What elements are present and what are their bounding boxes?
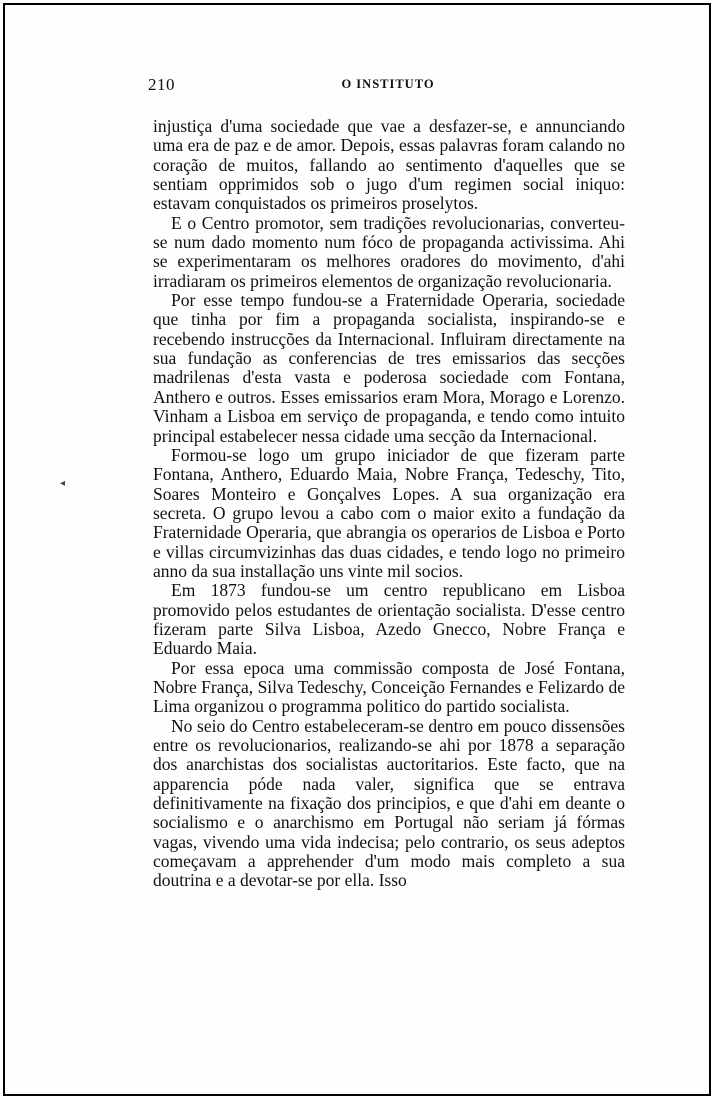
- margin-mark: ◂: [60, 478, 66, 489]
- paragraph: Por essa epoca uma commissão composta de José Fontana, Nobre França, Silva Tedeschy, Conceição Fernandes e Felizardo de Lima organizou o programma politico do partido socialista.: [153, 657, 625, 717]
- paragraph: No seio do Centro estabeleceram-se dentro em pouco dissensões entre os revolucionarios, realizando-se ahi por 1878 a separação dos anarchistas dos socialistas auctoritarios. Este facto, que na apparencia póde nada valer, significa que se entrava definitivamente na fixação dos principios, e que d'ahi em deante o socialismo e o anarchismo em Portugal não seriam já fórmas vagas, vivendo uma vida indecisa; pelo contrario, os seus adeptos começavam a apprehender d'um modo mais completo a sua doutrina e a devotar-se por ella. Isso: [153, 715, 625, 891]
- paragraph: injustiça d'uma sociedade que vae a desfazer-se, e annunciando uma era de paz e de amor. Depois, essas palavras foram calando no coração de muitos, fallando ao sentimento d'aquelles que se sentiam opprimidos sob o jugo d'um regimen social iniquo: estavam conquistados os primeiros proselytos.: [153, 116, 625, 214]
- paragraph: Formou-se logo um grupo iniciador de que fizeram parte Fontana, Anthero, Eduardo Maia, Nobre França, Tedeschy, Tito, Soares Monteiro e Gonçalves Lopes. A sua organização era secreta. O grupo levou a cabo com o maior exito a fundação da Fraternidade Operaria, que abrangia os operarios de Lisboa e Porto e villas circumvizinhas das duas cidades, e tendo logo no primeiro anno da sua installação uns vinte mil socios.: [153, 444, 625, 581]
- running-title: O INSTITUTO: [341, 77, 435, 91]
- paragraph: Em 1873 fundou-se um centro republicano em Lisboa promovido pelos estudantes de orientação socialista. D'esse centro fizeram parte Silva Lisboa, Azedo Gnecco, Nobre França e Eduardo Maia.: [153, 580, 625, 659]
- paragraph: E o Centro promotor, sem tradições revolucionarias, converteu-se num dado momento num fóco de propaganda activissima. Ahi se experimentaram os melhores oradores do movimento, d'ahi irradiaram os primeiros elementos de organização revolucionaria.: [153, 212, 625, 291]
- body-text: [153, 117, 625, 891]
- paragraph: Por esse tempo fundou-se a Fraternidade Operaria, sociedade que tinha por fim a propaganda socialista, inspirando-se e recebendo instrucções da Internacional. Influiram directamente na sua fundação as conferencias de tres emissarios das secções madrilenas d'esta vasta e poderosa sociedade com Fontana, Anthero e outros. Esses emissarios eram Mora, Morago e Lorenzo. Vinham a Lisboa em serviço de propaganda, e tendo como intuito principal estabelecer nessa cidade uma secção da Internacional.: [153, 290, 625, 446]
- page-number: 210: [148, 75, 175, 94]
- page-header: [148, 75, 628, 97]
